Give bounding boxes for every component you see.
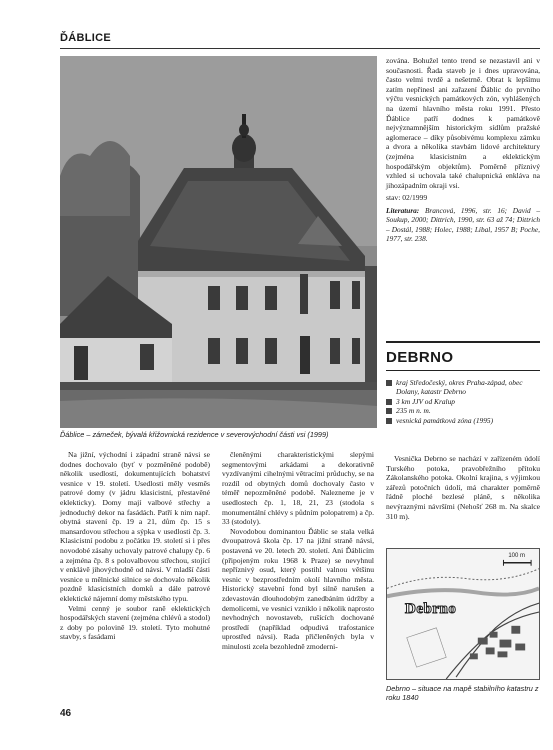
entry-text xyxy=(386,454,540,521)
literature-label: Literatura: xyxy=(386,205,420,215)
literature-text: Brancová, 1996, str. 16; David – Soukup, 2000; Dittrich, 1990, str. 63 až 74; Dittrich – Dostál, 1988; Holec, 1988; Líbal, 1957 B; Poche, 1977, str. 238. xyxy=(386,205,540,244)
map-place-label: Debrno xyxy=(405,601,457,617)
square-bullet-icon xyxy=(386,399,392,405)
fact-item: 3 km JJV od Kralup xyxy=(386,397,540,406)
entry-title: DEBRNO xyxy=(386,349,454,366)
paragraph: Velmi cenný je soubor raně eklektických hospodářských stavení (zejména chlévů a stodol) z doby po polovině 19. století. Tyto mohutné stavby, s fasádami xyxy=(60,603,210,642)
paragraph: členěnými charakteristickými slepými segmentovými arkádami a dekorativně vyzdívanými cihelnými větracími průduchy, se na rozdíl od obytných domů dochovaly často v téměř nepozměněné podobě. Nalezneme je v usedlostech čp. 1, 18, 21, 23 (stodola s monumentální chlévy s půdním polopatrem) a čp. 33 (stodoly). xyxy=(222,450,374,527)
square-bullet-icon xyxy=(386,380,392,386)
text-column-right xyxy=(386,56,540,244)
photo-caption: Ďáblice – zámeček, bývalá křižovnická rezidence v severovýchodní části vsi (1999) xyxy=(60,430,329,439)
square-bullet-icon xyxy=(386,418,392,424)
entry-rule-bottom xyxy=(386,370,540,371)
literature xyxy=(386,206,540,244)
square-bullet-icon xyxy=(386,408,392,414)
paragraph: zována. Bohužel tento trend se nezastavil ani v současnosti. Řada staveb je i dnes upravována, často velmi tvrdě a nešetrně. Obrat k lepšímu zatím nepřinesl ani zařazení Ďáblic do prvního výčtu vesnických památkových zón, vyhlášených na území hlavního města roku 1991. Přesto Ďáblice patří dodnes k památkově nejvýznamnějším historickým sídlům pražské aglomerace – díky působivému komplexu zámku a dvora a několika stavbám lidové architektury (zejména klasicistním a eklektickým hospodářským objektům). Poměrně příznivý vzhled si uchovala také chalupnická enkláva na jihozápadním okraji vsi. xyxy=(386,56,540,190)
page-number: 46 xyxy=(60,708,72,719)
header-rule xyxy=(60,48,540,49)
fact-item: 235 m n. m. xyxy=(386,406,540,415)
fact-item: vesnická památková zóna (1995) xyxy=(386,416,540,425)
chateau-photo xyxy=(60,56,377,428)
text-column-middle xyxy=(222,450,374,651)
cadastral-map xyxy=(386,548,540,680)
map-scale-label: 100 m xyxy=(508,553,525,559)
paragraph: Novodobou dominantou Ďáblic se stala velká dvoupatrová škola čp. 17 na jižní straně návsi, postavená ve 20. letech 20. století. Ani Ďáblicím (připojeným roku 1968 k Praze) se nevyhnul nepříznivý osud, který postihl valnou většinu vesnic v bezprostředním okolí hlavního města. Historický stavební fond byl silně narušen a zdevastován dlouhodobým zanedbáním údržby a demolicemi, ve vesnici vzniklo i několik naprosto nevhodných novostaveb, rušících dochované prostředí (například odpudivá trafostanice uprostřed návsi). Rada přičleněných byla v minulosti zcela bezohledně zmoderni- xyxy=(222,526,374,651)
paragraph: Vesnička Debrno se nachází v zařízeném údolí Turského potoka, pravobřežního přítoku Zákolanského potoka. Okolní krajina, s výjimkou zářezů potočních údolí, má charakter poměrně řádně ploché bezlesé pláně, s několika nevýraznými návršími (Nehošť 268 m. Na skalce 310 m). xyxy=(386,454,540,521)
map-caption: Debrno – situace na mapě stabilního katastru z roku 1840 xyxy=(386,684,539,702)
entry-rule-top xyxy=(386,341,540,343)
entry-facts xyxy=(386,378,540,425)
running-title: ĎÁBLICE xyxy=(60,32,111,44)
chateau-illustration xyxy=(60,56,377,428)
text-column-left xyxy=(60,450,210,642)
paragraph: Na jižní, východní i západní straně návsi se dodnes dochovalo (byť v pozměněné podobě) několik usedlostí, dokumentujících bohatství vesnice v 19. století. Usedlosti měly vesměs patrové domy (v jádru klasicistní, přestavěné eklekticky). Domy mají valbové střechy a jednoduchý dekor na fasádách. Patří k nim např. obytná stavení čp. 19 a 21, dům čp. 15 s mansardovou střechou a sýpka v usedlosti čp. 3. Klasicistní podobu z počátku 19. století si i přes novodobé zásahy uchovaly patrové chalupy čp. 6 a zejména čp. 8 s polovalbovou střechou, stojící v enklávě jihovýchodně od návsi. V mladší části vesnice u mělnické silnice se dochovalo několik pozdně klasicistních domků a dále patrové eklektické nájemní domy městského typu. xyxy=(60,450,210,603)
fact-item: kraj Středočeský, okres Praha-západ, obec Dolany, katastr Debrno xyxy=(386,378,540,397)
survey-date: stav: 02/1999 xyxy=(386,193,428,203)
